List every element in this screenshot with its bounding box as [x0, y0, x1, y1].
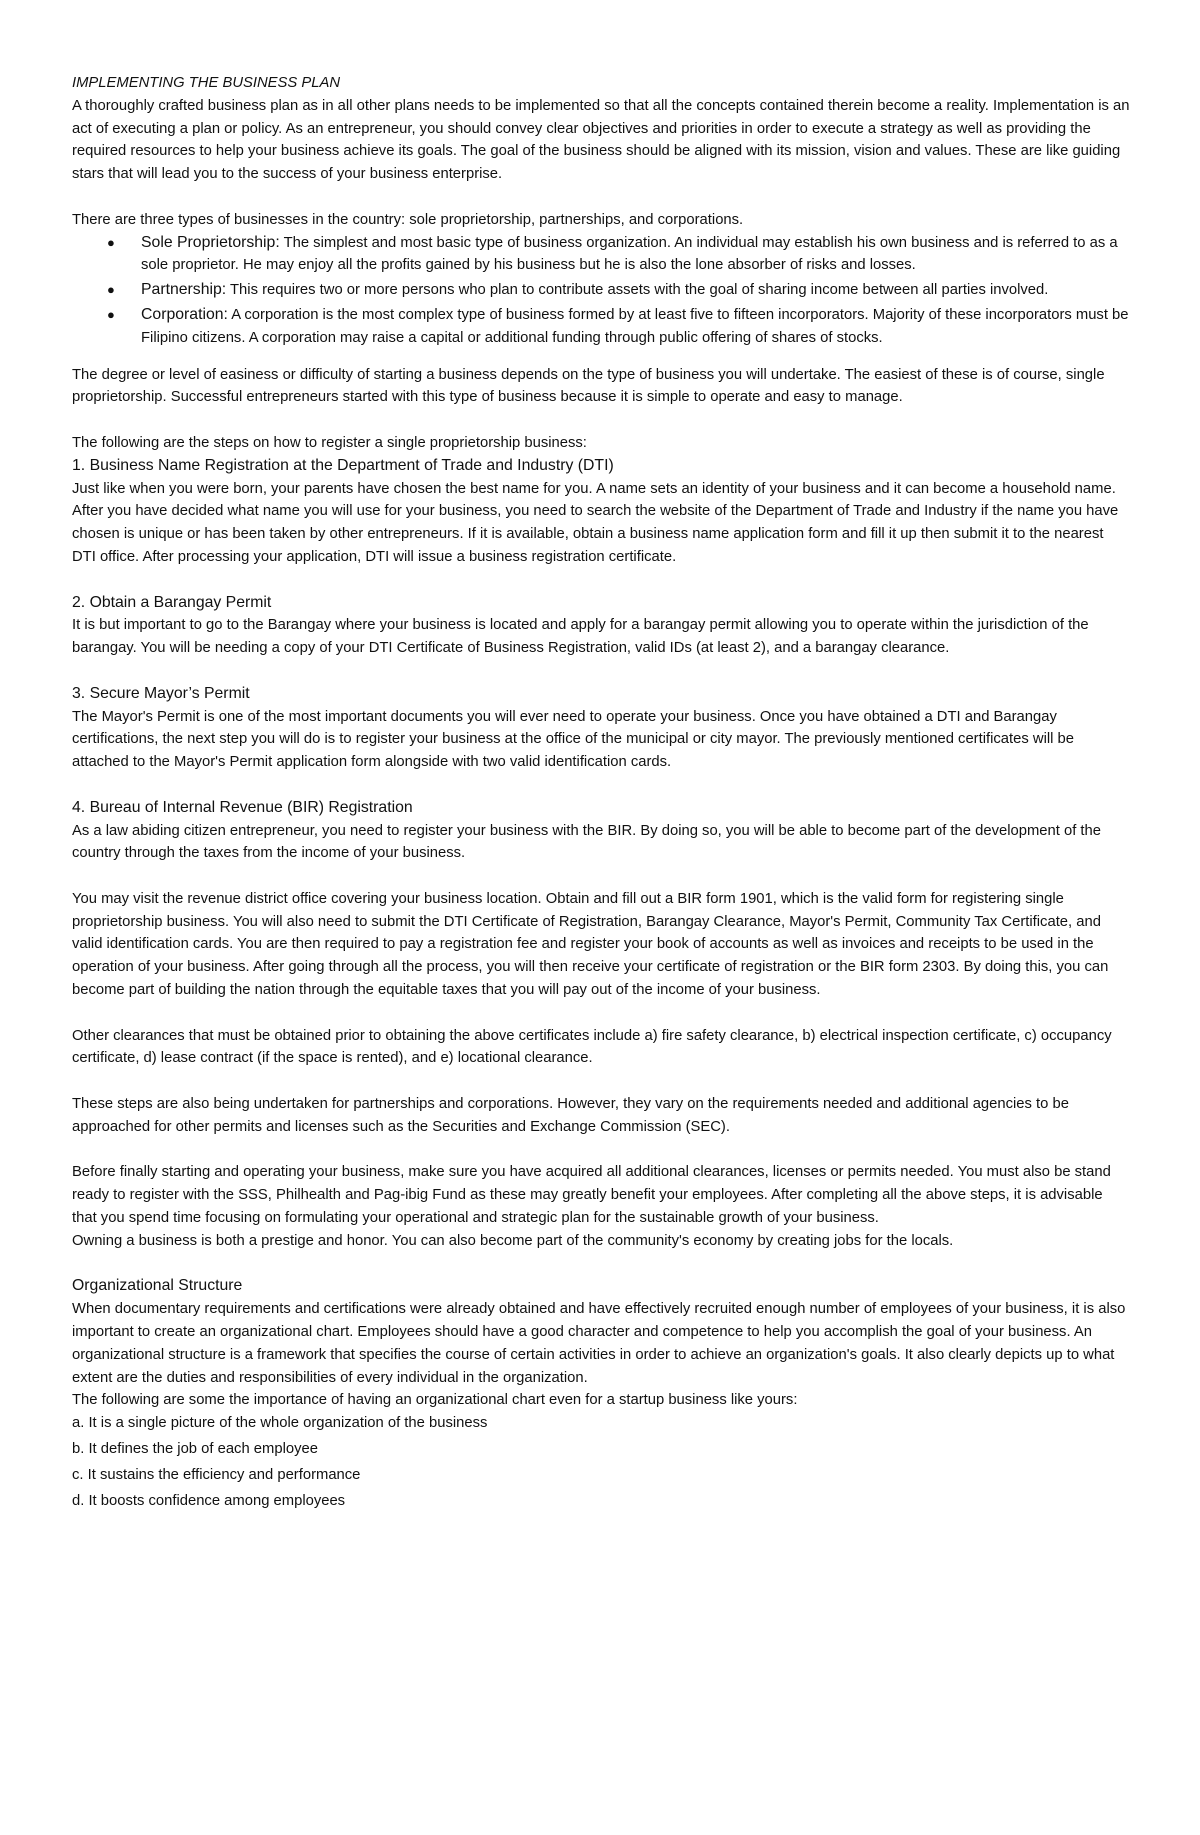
spacer [72, 1253, 1130, 1276]
list-item: a. It is a single picture of the whole organization of the business [72, 1415, 488, 1432]
before-starting-paragraph: Before finally starting and operating your business, make sure you have acquired all additional clearances, licenses or permits needed. You must also be stand ready to register with the SSS, Philhealth and Pag-ibig Fund as these may greatly benefit your employees. After completing all the above steps, it is advisable that you spend time focusing on formulating your operational and strategic plan for the sustainable growth of your business. [72, 1164, 1111, 1227]
list-item: b. It defines the job of each employee [72, 1441, 318, 1458]
business-type-item [107, 232, 1130, 278]
bullet-icon: ● [107, 234, 115, 250]
business-type-item [107, 279, 1130, 302]
spacer [72, 569, 1130, 592]
business-type-description: The simplest and most basic type of business organization. An individual may establish his own business and is referred to as a sole proprietor. He may enjoy all the profits gained by his business but he is also the lone absorber of risks and losses. [141, 234, 1118, 274]
list-item: c. It sustains the efficiency and performance [72, 1466, 361, 1483]
org-importance-intro: The following are some the importance of having an organizational chart even for a startup business like yours: [72, 1392, 798, 1409]
business-type-description: This requires two or more persons who plan to contribute assets with the goal of sharing income between all parties involved. [230, 282, 1049, 299]
org-structure-heading: Organizational Structure [72, 1277, 243, 1295]
spacer [72, 660, 1130, 683]
spacer [72, 409, 1130, 432]
business-type-term: Corporation: [141, 305, 228, 323]
degree-paragraph: The degree or level of easiness or difficulty of starting a business depends on the type of business you will undertake. The easiest of these is of course, single proprietorship. Successful entrepreneurs started with this type of business because it is simple to operate and easy to manage. [72, 366, 1105, 406]
business-type-description: A corporation is the most complex type of business formed by at least five to fifteen incorporators. Majority of these incorporators must be Filipino citizens. A corporation may raise a capital or additional funding through public offering of shares of stocks. [141, 306, 1129, 346]
document-title: IMPLEMENTING THE BUSINESS PLAN [72, 75, 341, 91]
bir-detail-paragraph: You may visit the revenue district office covering your business location. Obtain and fill out a BIR form 1901, which is the valid form for registering single proprietorship business. You will also need to submit the DTI Certificate of Registration, Barangay Clearance, Mayor's Permit, Community Tax Certificate, and valid identification cards. You are then required to pay a registration fee and register your book of accounts as well as invoices and receipts to be used in the operation of your business. After going through all the process, you will then receive your certificate of registration or the BIR form 2303. By doing this, you can become part of building the nation through the equitable taxes that you will pay out of the income of your business. [72, 890, 1109, 999]
spacer [72, 186, 1130, 209]
partnerships-paragraph: These steps are also being undertaken for partnerships and corporations. However, they vary on the requirements needed and additional agencies to be approached for other permits and licenses such as the Securities and Exchange Commission (SEC). [72, 1096, 1069, 1135]
business-types-list [72, 232, 1130, 350]
intro-paragraph: A thoroughly crafted business plan as in all other plans needs to be implemented so that all the concepts contained therein become a reality. Implementation is an act of executing a plan or policy. As an entrepreneur, you should convey clear objectives and priorities in order to execute a strategy as well as providing the required resources to help your business achieve its goals. The goal of the business should be aligned with its mission, vision and values. These are like guiding stars that will lead you to the success of your business enterprise. [72, 97, 1130, 183]
other-clearances-paragraph: Other clearances that must be obtained prior to obtaining the above certificates include a) fire safety clearance, b) electrical inspection certificate, c) occupancy certificate, d) lease contract (if the space is rented), and e) locational clearance. [72, 1027, 1112, 1067]
step-1-heading: 1. Business Name Registration at the Department of Trade and Industry (DTI) [72, 456, 614, 474]
spacer [72, 1139, 1130, 1162]
spacer [72, 352, 1130, 364]
step-4-text: As a law abiding citizen entrepreneur, you need to register your business with the BIR. By doing so, you will be able to become part of the development of the country through the taxes from the income of your business. [72, 822, 1101, 862]
list-item: d. It boosts confidence among employees [72, 1492, 346, 1509]
spacer [72, 1070, 1130, 1093]
step-3-text: The Mayor's Permit is one of the most important documents you will ever need to operate your business. Once you have obtained a DTI and Barangay certifications, the next step you will do is to register your business at the office of the municipal or city mayor. The previously mentioned certificates will be attached to the Mayor's Permit application form alongside with two valid identification cards. [72, 708, 1075, 771]
bullet-icon: ● [107, 282, 115, 298]
step-2-heading: 2. Obtain a Barangay Permit [72, 593, 272, 611]
business-type-item [107, 304, 1130, 350]
org-structure-paragraph: When documentary requirements and certifications were already obtained and have effectively recruited enough number of employees of your business, it is also important to create an organizational chart. Employees should have a good character and competence to help you accomplish the goal of your business. An organizational structure is a framework that specifies the course of certain activities in order to achieve an organization's goals. It also clearly depicts up to what extent are the duties and responsibilities of every individual in the organization. [72, 1301, 1126, 1386]
spacer [72, 774, 1130, 797]
org-importance-list [72, 1412, 1130, 1512]
business-type-term: Partnership: [141, 281, 227, 299]
step-4-heading: 4. Bureau of Internal Revenue (BIR) Registration [72, 798, 413, 816]
owning-paragraph: Owning a business is both a prestige and honor. You can also become part of the community's economy by creating jobs for the locals. [72, 1232, 954, 1249]
business-type-term: Sole Proprietorship: [141, 233, 280, 251]
document-page [72, 72, 1130, 1515]
spacer [72, 865, 1130, 888]
steps-intro: The following are the steps on how to register a single proprietorship business: [72, 434, 587, 451]
step-2-text: It is but important to go to the Barangay where your business is located and apply for a barangay permit allowing you to operate within the jurisdiction of the barangay. You will be needing a copy of your DTI Certificate of Business Registration, valid IDs (at least 2), and a barangay clearance. [72, 617, 1089, 657]
spacer [72, 1002, 1130, 1025]
business-types-intro: There are three types of businesses in the country: sole proprietorship, partnerships, and corporations. [72, 211, 744, 228]
step-3-heading: 3. Secure Mayor’s Permit [72, 684, 250, 702]
step-1-text: Just like when you were born, your parents have chosen the best name for you. A name sets an identity of your business and it can become a household name. After you have decided what name you will use for your business, you need to search the website of the Department of Trade and Industry if the name you have chosen is unique or has been taken by other entrepreneurs. If it is available, obtain a business name application form and fill it up then submit it to the nearest DTI office. After processing your application, DTI will issue a business registration certificate. [72, 480, 1119, 565]
bullet-icon: ● [107, 306, 115, 322]
